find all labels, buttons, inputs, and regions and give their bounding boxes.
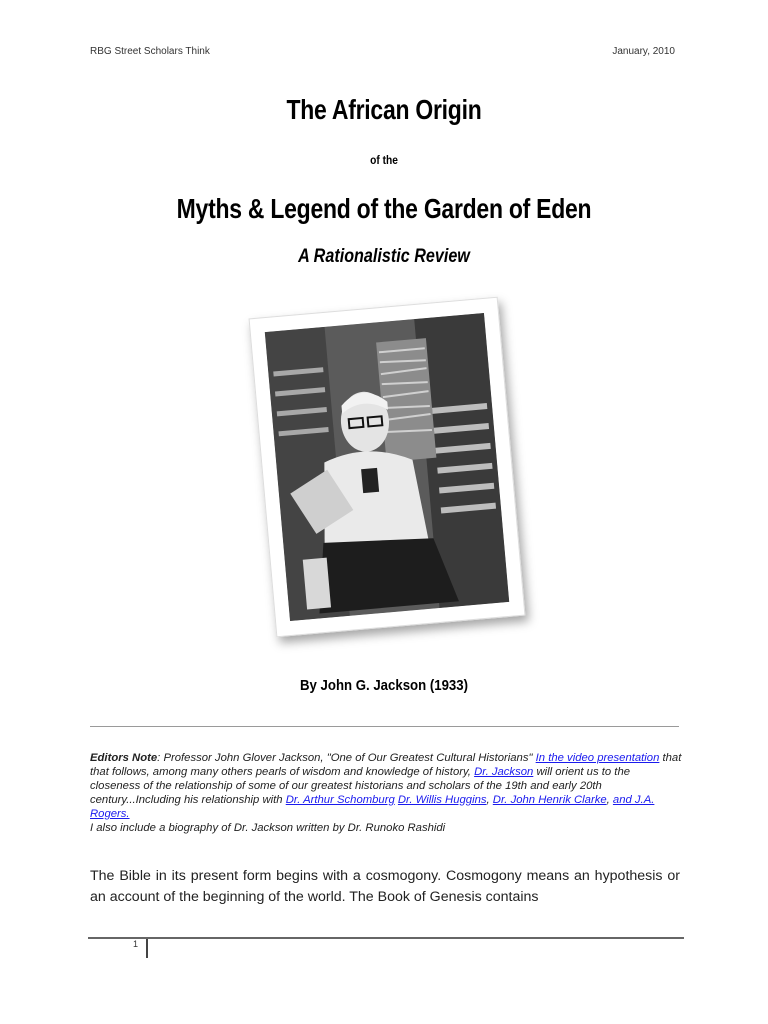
author-photo: [265, 313, 509, 621]
editors-note-text-1: : Professor John Glover Jackson, "One of Our Greatest Cultural Historians": [157, 752, 536, 764]
body-paragraph: The Bible in its present form begins with a cosmogony. Cosmogony means an hypothesis or an account of the beginning of the world. The Book of Genesis contains: [90, 868, 680, 905]
header-date: January, 2010: [612, 46, 675, 57]
editors-note-label: Editors Note: [90, 752, 158, 764]
author-photo-frame: [249, 297, 526, 638]
divider: [90, 726, 679, 727]
footer-rule: [88, 937, 684, 939]
header-left: RBG Street Scholars Think: [90, 46, 210, 57]
biography-line: I also include a biography of Dr. Jackson written by Dr. Runoko Rashidi: [90, 822, 446, 834]
title-connector: of the: [370, 153, 398, 167]
dr-jackson-link[interactable]: Dr. Jackson: [474, 766, 534, 778]
byline: By John G. Jackson (1933): [300, 677, 468, 694]
page-subtitle: Myths & Legend of the Garden of Eden: [176, 193, 592, 224]
editors-note-text-2: that that follows, among many others pearls of wisdom and knowledge of history,: [90, 752, 682, 778]
video-presentation-link[interactable]: In the video presentation: [535, 752, 660, 764]
page-title: The African Origin: [286, 94, 482, 125]
huggins-link[interactable]: Dr. Willis Huggins: [397, 794, 487, 806]
page-number-bar: [146, 939, 148, 958]
title-review: A Rationalistic Review: [298, 246, 470, 267]
author-photo-image: [265, 313, 509, 621]
schomburg-link[interactable]: Dr. Arthur Schomburg: [285, 794, 395, 806]
clarke-link[interactable]: Dr. John Henrik Clarke: [492, 794, 607, 806]
rogers-link[interactable]: and J.A. Rogers.: [90, 794, 655, 820]
page-number: 1: [133, 939, 139, 949]
editors-note-text-3: will orient us to the closeness of the relationship of some of our greatest historians and scholars of the 19th and early 20th century...Including his relationship with: [90, 766, 631, 806]
editors-note: Editors Note: Professor John Glover Jackson, "One of Our Greatest Cultural Historians" In the video presentation that that follows, among many others pearls of wisdom and knowledge of history, Dr. Jackson will orient us to the closeness of the relationship of some of our greatest historians and scholars of the 19th and early 20th century...Including his relationship with Dr. Arthur Schomburg Dr. Willis Huggins, Dr. John Henrik Clarke, and J.A. Rogers. I also include a biography of Dr. Jackson written by Dr. Runoko Rashidi: [90, 752, 682, 834]
